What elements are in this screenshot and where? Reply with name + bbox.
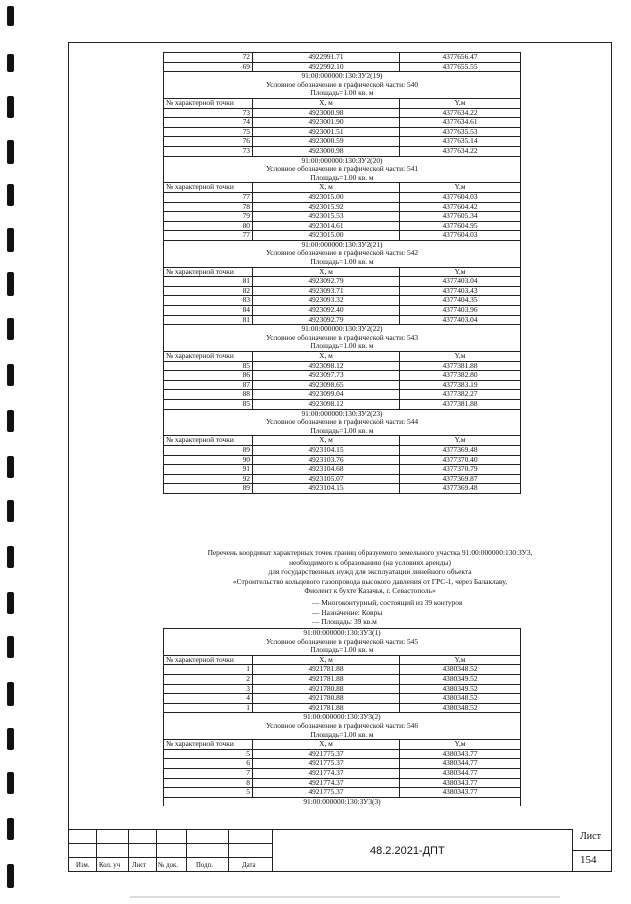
x-coordinate-cell: X, м <box>253 98 400 108</box>
y-coordinate-cell: 4377369.87 <box>400 474 521 484</box>
x-coordinate-cell: 4923015.92 <box>253 202 400 212</box>
x-coordinate-cell: X, м <box>253 183 400 193</box>
y-coordinate-cell: 4377634.22 <box>400 146 521 156</box>
coordinates-table-zu2 <box>163 52 521 494</box>
table-row <box>164 127 521 137</box>
x-coordinate-cell: 4921775.37 <box>253 759 400 769</box>
section-info-text: 91:00:000000:130:ЗУ2(21) <box>164 240 521 249</box>
y-coordinate-cell: 4380343.77 <box>400 749 521 759</box>
section-info-text: 91:00:000000:130:ЗУ2(22) <box>164 325 521 334</box>
zu3-properties <box>312 598 462 627</box>
y-coordinate-cell: 4377369.48 <box>400 445 521 455</box>
y-coordinate-cell: 4380348.52 <box>400 665 521 675</box>
y-coordinate-cell: 4377369.48 <box>400 484 521 494</box>
point-number-cell: 69 <box>164 62 253 72</box>
y-coordinate-cell: Y,м <box>400 740 521 750</box>
binder-holes <box>0 0 22 904</box>
table-row <box>164 286 521 296</box>
col-sheet: Лист <box>132 862 147 869</box>
point-number-cell: 78 <box>164 202 253 212</box>
y-coordinate-cell: 4377403.43 <box>400 286 521 296</box>
y-coordinate-cell: 4377634.22 <box>400 108 521 118</box>
section-info-row <box>164 240 521 249</box>
sheet-label: Лист <box>580 831 601 842</box>
y-coordinate-cell: 4377635.14 <box>400 137 521 147</box>
table-row <box>164 315 521 325</box>
y-coordinate-cell: 4377604.95 <box>400 221 521 231</box>
y-coordinate-cell: 4380344.77 <box>400 768 521 778</box>
table-row <box>164 474 521 484</box>
y-coordinate-cell: 4380343.77 <box>400 788 521 798</box>
section-info-text: 91:00:000000:130:ЗУ3(3) <box>164 797 521 806</box>
point-number-cell: 74 <box>164 118 253 128</box>
table-row <box>164 665 521 675</box>
zu3-intro <box>120 548 620 596</box>
intro-line: «Строительство кольцевого газопровода высокого давления от ГРС-1, через Балаклаву, <box>232 576 508 586</box>
table-row <box>164 674 521 684</box>
table-row <box>164 212 521 222</box>
section-info-row <box>164 156 521 165</box>
x-coordinate-cell: 4922991.71 <box>253 53 400 63</box>
col-sign: Подп. <box>196 862 213 869</box>
y-coordinate-cell: 4377604.03 <box>400 192 521 202</box>
y-coordinate-cell: 4377605.34 <box>400 212 521 222</box>
point-number-cell: № характерной точки <box>164 267 253 277</box>
point-number-cell: 5 <box>164 749 253 759</box>
x-coordinate-cell: X, м <box>253 740 400 750</box>
x-coordinate-cell: X, м <box>253 352 400 362</box>
table-row <box>164 371 521 381</box>
y-coordinate-cell: 4380349.52 <box>400 684 521 694</box>
section-info-text: Условное обозначение в графической части: 544 <box>164 418 521 427</box>
x-coordinate-cell: 4921780.88 <box>253 694 400 704</box>
section-info-text: 91:00:000000:130:ЗУ3(1) <box>164 629 521 638</box>
table-row <box>164 361 521 371</box>
x-coordinate-cell: 4921780.88 <box>253 684 400 694</box>
header-row <box>164 98 521 108</box>
x-coordinate-cell: 4923015.00 <box>253 231 400 241</box>
section-info-row <box>164 81 521 90</box>
table-row <box>164 202 521 212</box>
section-info-row <box>164 731 521 740</box>
point-number-cell: 77 <box>164 192 253 202</box>
section-info-row <box>164 722 521 731</box>
property-purpose: — Назначение: Ковры <box>312 607 383 617</box>
table-row <box>164 62 521 72</box>
section-info-row <box>164 638 521 647</box>
table-row <box>164 694 521 704</box>
intro-line: для государственных нужд для эксплуатации линейного объекта <box>268 567 472 577</box>
section-info-text: Площадь=1.00 кв. м <box>164 89 521 98</box>
point-number-cell: 86 <box>164 371 253 381</box>
y-coordinate-cell: 4377383.19 <box>400 380 521 390</box>
table-row <box>164 778 521 788</box>
point-number-cell: 72 <box>164 53 253 63</box>
section-info-row <box>164 427 521 436</box>
y-coordinate-cell: 4377656.47 <box>400 53 521 63</box>
x-coordinate-cell: 4923092.40 <box>253 306 400 316</box>
table-row <box>164 380 521 390</box>
point-number-cell: № характерной точки <box>164 352 253 362</box>
x-coordinate-cell: X, м <box>253 436 400 446</box>
point-number-cell: № характерной точки <box>164 183 253 193</box>
y-coordinate-cell: 4377381.88 <box>400 361 521 371</box>
point-number-cell: 73 <box>164 146 253 156</box>
point-number-cell: 75 <box>164 127 253 137</box>
section-info-row <box>164 249 521 258</box>
property-contours: — Многоконтурный, состоящий из 39 контуров <box>312 598 463 607</box>
section-info-row <box>164 174 521 183</box>
table-row <box>164 399 521 409</box>
x-coordinate-cell: 4923001.51 <box>253 127 400 137</box>
x-coordinate-cell: 4921774.37 <box>253 768 400 778</box>
section-info-text: Площадь=1.00 кв. м <box>164 258 521 267</box>
intro-line: Перечень координат характерных точек границ образуемого земельного участка 91:00:000000:130:ЗУ3, <box>207 548 533 557</box>
table-row <box>164 306 521 316</box>
point-number-cell: № характерной точки <box>164 436 253 446</box>
x-coordinate-cell: 4923093.71 <box>253 286 400 296</box>
x-coordinate-cell: 4921774.37 <box>253 778 400 788</box>
x-coordinate-cell: 4923015.00 <box>253 192 400 202</box>
x-coordinate-cell: 4923015.53 <box>253 212 400 222</box>
table-row <box>164 221 521 231</box>
y-coordinate-cell: Y,м <box>400 98 521 108</box>
point-number-cell: 1 <box>164 703 253 713</box>
y-coordinate-cell: 4377403.96 <box>400 306 521 316</box>
header-row <box>164 740 521 750</box>
col-change: Изм. <box>76 862 90 869</box>
x-coordinate-cell: 4923104.15 <box>253 445 400 455</box>
x-coordinate-cell: 4921781.88 <box>253 665 400 675</box>
x-coordinate-cell: 4923104.68 <box>253 465 400 475</box>
table-row <box>164 788 521 798</box>
table-row <box>164 390 521 400</box>
point-number-cell: 85 <box>164 361 253 371</box>
x-coordinate-cell: 4921775.37 <box>253 749 400 759</box>
section-info-text: Площадь=1.00 кв. м <box>164 731 521 740</box>
x-coordinate-cell: 4923000.98 <box>253 108 400 118</box>
header-row <box>164 267 521 277</box>
section-info-text: Условное обозначение в графической части: 546 <box>164 722 521 731</box>
section-info-text: Площадь=1.00 кв. м <box>164 427 521 436</box>
point-number-cell: 92 <box>164 474 253 484</box>
section-info-text: 91:00:000000:130:ЗУ2(19) <box>164 72 521 81</box>
section-info-text: Условное обозначение в графической части: 542 <box>164 249 521 258</box>
col-date: Дата <box>242 862 256 869</box>
x-coordinate-cell: 4923000.98 <box>253 146 400 156</box>
col-qty: Кол. уч <box>99 862 121 869</box>
point-number-cell: 89 <box>164 484 253 494</box>
x-coordinate-cell: 4923001.90 <box>253 118 400 128</box>
section-info-row <box>164 325 521 334</box>
point-number-cell: 88 <box>164 390 253 400</box>
table-row <box>164 53 521 63</box>
y-coordinate-cell: 4377404.35 <box>400 296 521 306</box>
x-coordinate-cell: 4923098.65 <box>253 380 400 390</box>
section-info-text: Площадь=1.00 кв. м <box>164 342 521 351</box>
y-coordinate-cell: Y,м <box>400 267 521 277</box>
point-number-cell: 6 <box>164 759 253 769</box>
x-coordinate-cell: 4923092.79 <box>253 315 400 325</box>
x-coordinate-cell: 4923014.61 <box>253 221 400 231</box>
x-coordinate-cell: 4923104.15 <box>253 484 400 494</box>
section-info-row <box>164 713 521 722</box>
y-coordinate-cell: 4377634.61 <box>400 118 521 128</box>
table-row <box>164 759 521 769</box>
point-number-cell: 81 <box>164 277 253 287</box>
y-coordinate-cell: 4380348.52 <box>400 694 521 704</box>
x-coordinate-cell: X, м <box>253 655 400 665</box>
point-number-cell: 83 <box>164 296 253 306</box>
y-coordinate-cell: Y,м <box>400 352 521 362</box>
table-row <box>164 484 521 494</box>
property-area: — Площадь: 39 кв.м <box>312 617 377 627</box>
x-coordinate-cell: 4923105.07 <box>253 474 400 484</box>
point-number-cell: 7 <box>164 768 253 778</box>
y-coordinate-cell: 4380343.77 <box>400 778 521 788</box>
x-coordinate-cell: 4921781.88 <box>253 703 400 713</box>
point-number-cell: 84 <box>164 306 253 316</box>
header-row <box>164 352 521 362</box>
point-number-cell: 76 <box>164 137 253 147</box>
y-coordinate-cell: Y,м <box>400 436 521 446</box>
section-info-text: Условное обозначение в графической части: 541 <box>164 165 521 174</box>
y-coordinate-cell: Y,м <box>400 183 521 193</box>
y-coordinate-cell: 4377655.55 <box>400 62 521 72</box>
header-row <box>164 436 521 446</box>
y-coordinate-cell: 4377403.04 <box>400 277 521 287</box>
y-coordinate-cell: 4377604.42 <box>400 202 521 212</box>
table-row <box>164 137 521 147</box>
point-number-cell: 1 <box>164 665 253 675</box>
y-coordinate-cell: 4380348.52 <box>400 703 521 713</box>
y-coordinate-cell: 4377403.04 <box>400 315 521 325</box>
table-row <box>164 703 521 713</box>
y-coordinate-cell: 4377604.03 <box>400 231 521 241</box>
intro-line: Фиолент к бухте Казачья, г. Севастополь» <box>304 586 436 596</box>
header-row <box>164 655 521 665</box>
point-number-cell: № характерной точки <box>164 98 253 108</box>
y-coordinate-cell: 4380344.77 <box>400 759 521 769</box>
table-row <box>164 465 521 475</box>
table-row <box>164 277 521 287</box>
scan-artifact <box>130 896 560 898</box>
document-code: 48.2.2021-ДПТ <box>370 845 445 857</box>
x-coordinate-cell: 4923092.79 <box>253 277 400 287</box>
section-info-row <box>164 334 521 343</box>
section-info-row <box>164 72 521 81</box>
point-number-cell: 4 <box>164 694 253 704</box>
x-coordinate-cell: 4923103.76 <box>253 455 400 465</box>
table-row <box>164 296 521 306</box>
sheet-number: 154 <box>580 854 597 866</box>
point-number-cell: 5 <box>164 788 253 798</box>
table-row <box>164 684 521 694</box>
y-coordinate-cell: 4377370.40 <box>400 455 521 465</box>
section-info-text: 91:00:000000:130:ЗУ2(23) <box>164 409 521 418</box>
table-row <box>164 455 521 465</box>
x-coordinate-cell: X, м <box>253 267 400 277</box>
point-number-cell: 77 <box>164 231 253 241</box>
header-row <box>164 183 521 193</box>
section-info-row <box>164 418 521 427</box>
coordinates-table-zu3 <box>163 628 521 806</box>
section-info-text: Условное обозначение в графической части: 543 <box>164 334 521 343</box>
x-coordinate-cell: 4921775.37 <box>253 788 400 798</box>
section-info-text: Площадь=1.00 кв. м <box>164 174 521 183</box>
section-info-row <box>164 342 521 351</box>
table-row <box>164 192 521 202</box>
section-info-row <box>164 646 521 655</box>
title-block <box>68 829 612 872</box>
section-info-text: Условное обозначение в графической части: 545 <box>164 638 521 647</box>
table-row <box>164 445 521 455</box>
point-number-cell: № характерной точки <box>164 655 253 665</box>
point-number-cell: № характерной точки <box>164 740 253 750</box>
section-info-text: 91:00:000000:130:ЗУ2(20) <box>164 156 521 165</box>
intro-line: необходимого к образованию (на условиях аренды) <box>289 557 451 567</box>
col-doc: № док. <box>158 862 179 869</box>
point-number-cell: 73 <box>164 108 253 118</box>
x-coordinate-cell: 4923098.12 <box>253 361 400 371</box>
section-info-row <box>164 165 521 174</box>
point-number-cell: 91 <box>164 465 253 475</box>
point-number-cell: 2 <box>164 674 253 684</box>
point-number-cell: 90 <box>164 455 253 465</box>
x-coordinate-cell: 4922992.10 <box>253 62 400 72</box>
section-info-row <box>164 258 521 267</box>
y-coordinate-cell: 4377382.80 <box>400 371 521 381</box>
section-info-row <box>164 629 521 638</box>
point-number-cell: 3 <box>164 684 253 694</box>
point-number-cell: 79 <box>164 212 253 222</box>
table-row <box>164 108 521 118</box>
point-number-cell: 81 <box>164 315 253 325</box>
y-coordinate-cell: 4380349.52 <box>400 674 521 684</box>
x-coordinate-cell: 4923000.59 <box>253 137 400 147</box>
point-number-cell: 82 <box>164 286 253 296</box>
section-info-text: 91:00:000000:130:ЗУ3(2) <box>164 713 521 722</box>
point-number-cell: 85 <box>164 399 253 409</box>
y-coordinate-cell: 4377382.27 <box>400 390 521 400</box>
x-coordinate-cell: 4921781.88 <box>253 674 400 684</box>
point-number-cell: 8 <box>164 778 253 788</box>
x-coordinate-cell: 4923097.73 <box>253 371 400 381</box>
y-coordinate-cell: 4377635.53 <box>400 127 521 137</box>
section-info-row <box>164 409 521 418</box>
point-number-cell: 89 <box>164 445 253 455</box>
section-info-text: Площадь=1.00 кв. м <box>164 646 521 655</box>
y-coordinate-cell: 4377370.79 <box>400 465 521 475</box>
table-row <box>164 231 521 241</box>
point-number-cell: 80 <box>164 221 253 231</box>
y-coordinate-cell: 4377381.88 <box>400 399 521 409</box>
table-row <box>164 749 521 759</box>
section-info-row <box>164 797 521 806</box>
point-number-cell: 87 <box>164 380 253 390</box>
table-row <box>164 146 521 156</box>
section-info-text: Условное обозначение в графической части: 540 <box>164 81 521 90</box>
x-coordinate-cell: 4923098.12 <box>253 399 400 409</box>
table-row <box>164 768 521 778</box>
y-coordinate-cell: Y,м <box>400 655 521 665</box>
table-row <box>164 118 521 128</box>
x-coordinate-cell: 4923099.04 <box>253 390 400 400</box>
x-coordinate-cell: 4923093.32 <box>253 296 400 306</box>
section-info-row <box>164 89 521 98</box>
